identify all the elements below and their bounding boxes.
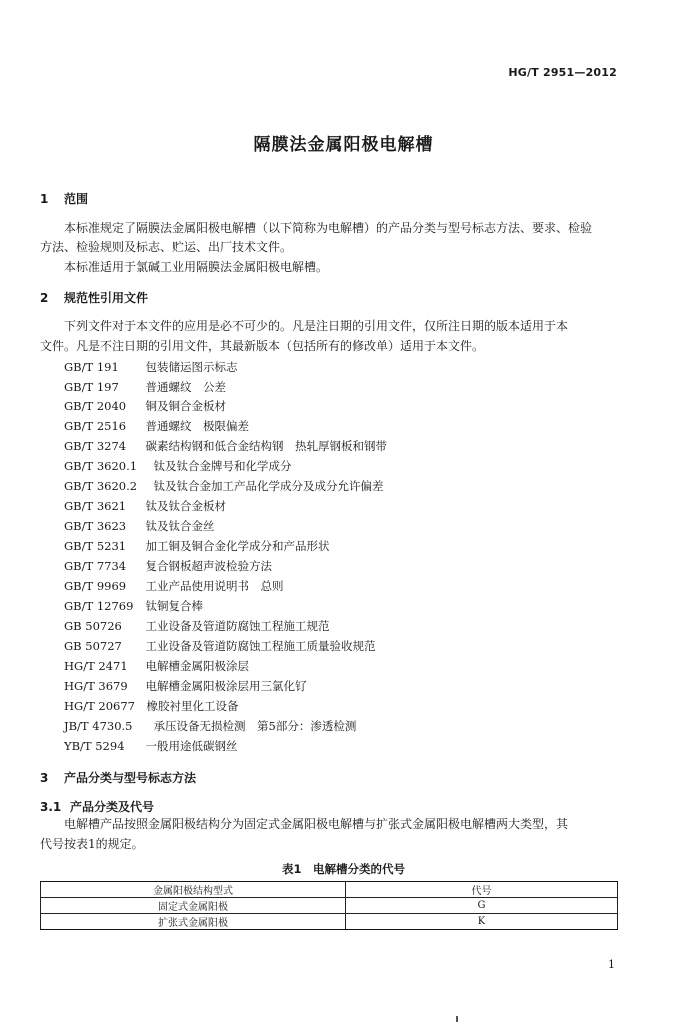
reference-code: GB/T 191 [64, 360, 119, 374]
table-cell: 固定式金属阳极 [41, 898, 346, 914]
section-number: 2 [40, 291, 49, 305]
reference-title: 承压设备无损检测 第5部分：渗透检测 [153, 719, 357, 733]
reference-title: 钛及钛合金板材 [145, 499, 226, 513]
reference-title: 普通螺纹 公差 [145, 380, 226, 394]
subsection-number: 3.1 [40, 800, 62, 814]
section-title: 产品分类与型号标志方法 [64, 771, 197, 785]
reference-code: JB/T 4730.5 [64, 719, 133, 733]
reference-item [64, 638, 376, 654]
reference-title: 工业设备及管道防腐蚀工程施工质量验收规范 [145, 639, 376, 653]
section-number: 3 [40, 771, 49, 785]
reference-code: GB 50726 [64, 619, 122, 633]
reference-title: 普通螺纹 极限偏差 [145, 419, 249, 433]
reference-item [64, 379, 226, 395]
reference-code: GB/T 12769 [64, 599, 134, 613]
reference-title: 钛及钛合金丝 [145, 519, 215, 533]
table-header-cell: 代号 [346, 882, 618, 898]
table-row [41, 898, 618, 914]
reference-code: GB/T 2516 [64, 419, 127, 433]
paragraph: 文件。凡是不注日期的引用文件，其最新版本（包括所有的修改单）适用于本文件。 [40, 339, 485, 353]
reference-code: HG/T 2471 [64, 659, 128, 673]
reference-code: GB/T 3274 [64, 439, 127, 453]
section-title: 范围 [64, 192, 89, 206]
reference-code: GB/T 3620.2 [64, 479, 138, 493]
reference-item [64, 478, 384, 494]
standard-code: HG/T 2951—2012 [508, 66, 617, 79]
reference-code: GB/T 2040 [64, 399, 127, 413]
reference-item [64, 438, 387, 454]
table-header-row [41, 882, 618, 898]
reference-title: 一般用途低碳钢丝 [145, 739, 238, 753]
reference-item [64, 518, 215, 534]
classification-table [40, 881, 618, 930]
table-cell: K [346, 914, 618, 930]
reference-title: 钛及钛合金牌号和化学成分 [153, 459, 292, 473]
reference-item [64, 398, 226, 414]
subsection-title: 产品分类及代号 [70, 800, 155, 814]
section-title: 规范性引用文件 [64, 291, 149, 305]
section-1-heading [40, 190, 88, 207]
table-header-cell: 金属阳极结构型式 [41, 882, 346, 898]
reference-item [64, 618, 330, 634]
document-title: 隔膜法金属阳极电解槽 [253, 135, 434, 155]
reference-item [64, 718, 356, 734]
paragraph: 下列文件对于本文件的应用是必不可少的。凡是注日期的引用文件，仅所注日期的版本适用于本 [64, 319, 569, 333]
table-caption [0, 861, 687, 877]
reference-code: GB 50727 [64, 639, 122, 653]
paragraph: 本标准适用于氯碱工业用隔膜法金属阳极电解槽。 [64, 260, 329, 274]
reference-item [64, 578, 284, 594]
table-row [41, 914, 618, 930]
reference-code: GB/T 5231 [64, 539, 127, 553]
reference-code: GB/T 3620.1 [64, 459, 138, 473]
reference-title: 工业设备及管道防腐蚀工程施工规范 [145, 619, 330, 633]
reference-item [64, 498, 226, 514]
section-3-heading [40, 769, 196, 786]
paragraph: 电解槽产品按照金属阳极结构分为固定式金属阳极电解槽与扩张式金属阳极电解槽两大类型，其 [64, 817, 569, 831]
reference-title: 钛铜复合棒 [145, 599, 203, 613]
reference-title: 橡胶衬里化工设备 [146, 699, 239, 713]
reference-item [64, 698, 239, 714]
reference-item [64, 458, 292, 474]
reference-item [64, 558, 272, 574]
reference-item [64, 359, 238, 375]
section-number: 1 [40, 192, 49, 206]
reference-title: 钛及钛合金加工产品化学成分及成分允许偏差 [153, 479, 384, 493]
reference-item [64, 598, 203, 614]
reference-title: 铜及铜合金板材 [145, 399, 226, 413]
table-cell: 扩张式金属阳极 [41, 914, 346, 930]
reference-code: GB/T 9969 [64, 579, 127, 593]
reference-code: HG/T 3679 [64, 679, 128, 693]
reference-code: HG/T 20677 [64, 699, 135, 713]
reference-code: GB/T 3623 [64, 519, 127, 533]
reference-item [64, 658, 249, 674]
table-caption-title: 电解槽分类的代号 [313, 862, 405, 876]
table-caption-label: 表1 [281, 862, 302, 876]
table-cell: G [346, 898, 618, 914]
reference-code: GB/T 197 [64, 380, 119, 394]
paragraph: 本标准规定了隔膜法金属阳极电解槽（以下简称为电解槽）的产品分类与型号标志方法、要求、检验 [64, 221, 593, 235]
paragraph: 代号按表1的规定。 [40, 837, 144, 851]
scan-mark [456, 1016, 458, 1022]
reference-item [64, 678, 307, 694]
reference-title: 工业产品使用说明书 总则 [145, 579, 284, 593]
reference-item [64, 738, 238, 754]
reference-item [64, 538, 330, 554]
reference-code: YB/T 5294 [64, 739, 125, 753]
subsection-3-1-heading [40, 798, 154, 815]
reference-title: 碳素结构钢和低合金结构钢 热轧厚钢板和钢带 [145, 439, 387, 453]
reference-code: GB/T 3621 [64, 499, 127, 513]
reference-title: 电解槽金属阳极涂层 [145, 659, 249, 673]
paragraph: 方法、检验规则及标志、贮运、出厂技术文件。 [40, 240, 293, 254]
section-2-heading [40, 289, 148, 306]
reference-title: 包装储运图示标志 [145, 360, 238, 374]
page-number: 1 [608, 958, 615, 971]
reference-code: GB/T 7734 [64, 559, 127, 573]
reference-title: 电解槽金属阳极涂层用三氯化钌 [145, 679, 307, 693]
reference-title: 加工铜及铜合金化学成分和产品形状 [145, 539, 330, 553]
reference-title: 复合钢板超声波检验方法 [145, 559, 272, 573]
reference-item [64, 418, 249, 434]
